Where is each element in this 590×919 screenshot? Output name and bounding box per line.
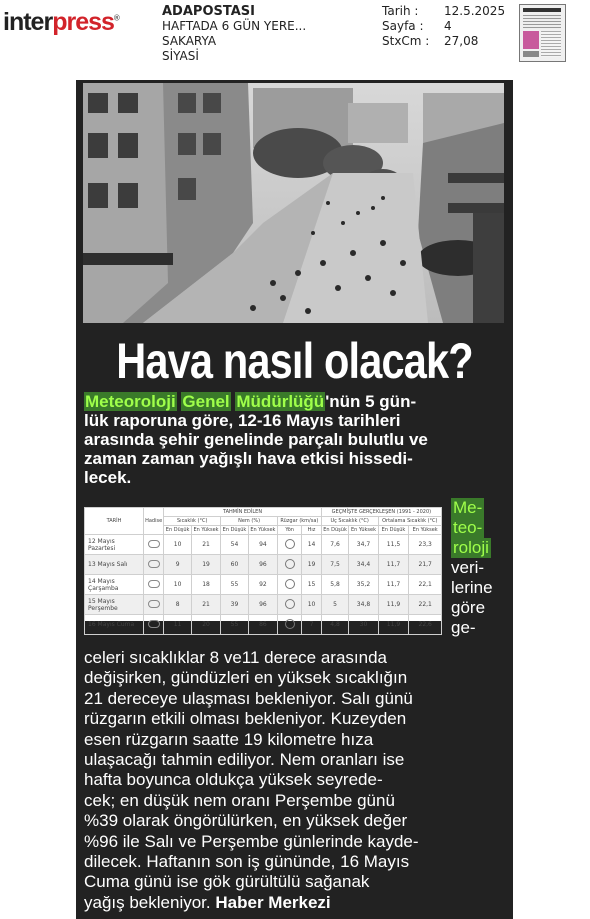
date-value: 12.5.2025 [444, 4, 506, 18]
wind-direction-icon [285, 539, 295, 549]
wind-flag-icon [148, 560, 160, 568]
side-column-text: Me- teo- roloji veri- lerine göre ge- [451, 498, 493, 637]
category: SİYASİ [162, 49, 199, 63]
interpress-logo: interpress® [3, 8, 119, 36]
lead-highlight-1: Meteoroloji [85, 392, 176, 411]
headline: Hava nasıl olacak? [116, 333, 473, 389]
thunderstorm-icon [148, 620, 160, 628]
byline: Haber Merkezi [215, 892, 331, 912]
cloud-rain-icon [148, 540, 160, 548]
forecast-table: TARİH Hadise TAHMİN EDİLEN GEÇMİŞTE GERÇEKLEŞEN (1991 - 2020) Sıcaklık (°C) Nem (%) Rüzgar (km/sa) Uç Sıcaklık (°C) Ortalama Sıcaklık (°C) En Düşük En Yüksek En Düşük En Yüksek Yön Hız En Düşük En Yüksek En Düşük En Yüksek 12 Mayıs Pazartesi 10 21 54 94 14 7,6 34,7 11,5 23,3 13 Mayıs Salı 9 19 60 96 19 7,5 34,4 11,7 21,7 14 Mayıs Çarşamba 10 18 55 92 15 5,8 35,2 11,7 22,1 15 Mayıs Perşembe 8 21 39 96 10 5 34,8 11,9 22,1 16 Mayıs Cuma 11 20 55 86 7 4,8 30 11,9 22,6 [84, 507, 442, 621]
date-row: Tarih : 12.5.2025 [382, 4, 506, 18]
body-text: celeri sıcaklıklar 8 ve11 derece arasında değişirken, gündüzleri en yüksek sıcaklığın 21 dereceye ulaşması bekleniyor. Salı günü rüzgarın etkili olması bekleniyor. Kuzeyden esen rüzgarın saatte 19 kilometre hıza ulaşacağı tahmin ediliyor. Nem oranları ise hafta boyunca oldukça yüksek seyrede- cek; en düşük nem oranı Perşembe günü %39 olarak öngörülürken, en yüksek değer %96 ile Salı ve Perşembe günlerinde kayde- dilecek. Haftanın son iş gününde, 16 Mayıs Cuma günü ise gök gürültülü sağanak yağış bekleniyor. Haber Merkezi [84, 648, 419, 912]
lead-highlight-3: Müdürlüğü [236, 392, 325, 411]
wind-direction-icon [285, 599, 295, 609]
lead-highlight-2: Genel [182, 392, 230, 411]
col-hadise: Hadise [144, 508, 164, 535]
side-highlight-3: roloji [453, 538, 489, 557]
street-photo [83, 83, 504, 323]
group-tahmin: TAHMİN EDİLEN [164, 508, 321, 517]
stxcm-value: 27,08 [444, 34, 479, 48]
publication-name: ADAPOSTASI [162, 4, 255, 19]
wind-direction-icon [285, 559, 295, 569]
group-gecmis: GEÇMİŞTE GERÇEKLEŞEN (1991 - 2020) [321, 508, 441, 517]
table-row: 15 Mayıs Perşembe 8 21 39 96 10 5 34,8 11,9 22,1 [85, 595, 442, 615]
side-highlight-2: teo- [453, 518, 483, 537]
side-highlight-1: Me- [453, 498, 483, 517]
table-row: 16 Mayıs Cuma 11 20 55 86 7 4,8 30 11,9 22,6 [85, 615, 442, 635]
stxcm-row: StxCm : 27,08 [382, 34, 479, 48]
article-clipping [76, 80, 513, 919]
wind-direction-icon [285, 619, 295, 629]
col-tarih: TARİH [85, 508, 144, 535]
table-row: 13 Mayıs Salı 9 19 60 96 19 7,5 34,4 11,7 21,7 [85, 555, 442, 575]
clipping-info [162, 4, 306, 64]
city: SAKARYA [162, 34, 217, 48]
page-row: Sayfa : 4 [382, 19, 452, 33]
article-short-title: HAFTADA 6 GÜN YERE... [162, 19, 307, 33]
cloud-rain-icon [148, 580, 160, 588]
page-value: 4 [444, 19, 452, 33]
wind-direction-icon [285, 579, 295, 589]
table-row: 14 Mayıs Çarşamba 10 18 55 92 15 5,8 35,2 11,7 22,1 [85, 575, 442, 595]
page-thumbnail[interactable] [519, 4, 566, 62]
cloud-rain-icon [148, 600, 160, 608]
lead-paragraph: Meteoroloji Genel Müdürlüğü'nün 5 gün- lük raporuna göre, 12-16 Mayıs tarihleri arasında şehir genelinde parçalı bulutlu ve zaman zaman yağışlı hava etkisi hissedi- lecek. [84, 392, 428, 487]
clipping-meta [382, 4, 505, 49]
table-row: 12 Mayıs Pazartesi 10 21 54 94 14 7,6 34,7 11,5 23,3 [85, 535, 442, 555]
